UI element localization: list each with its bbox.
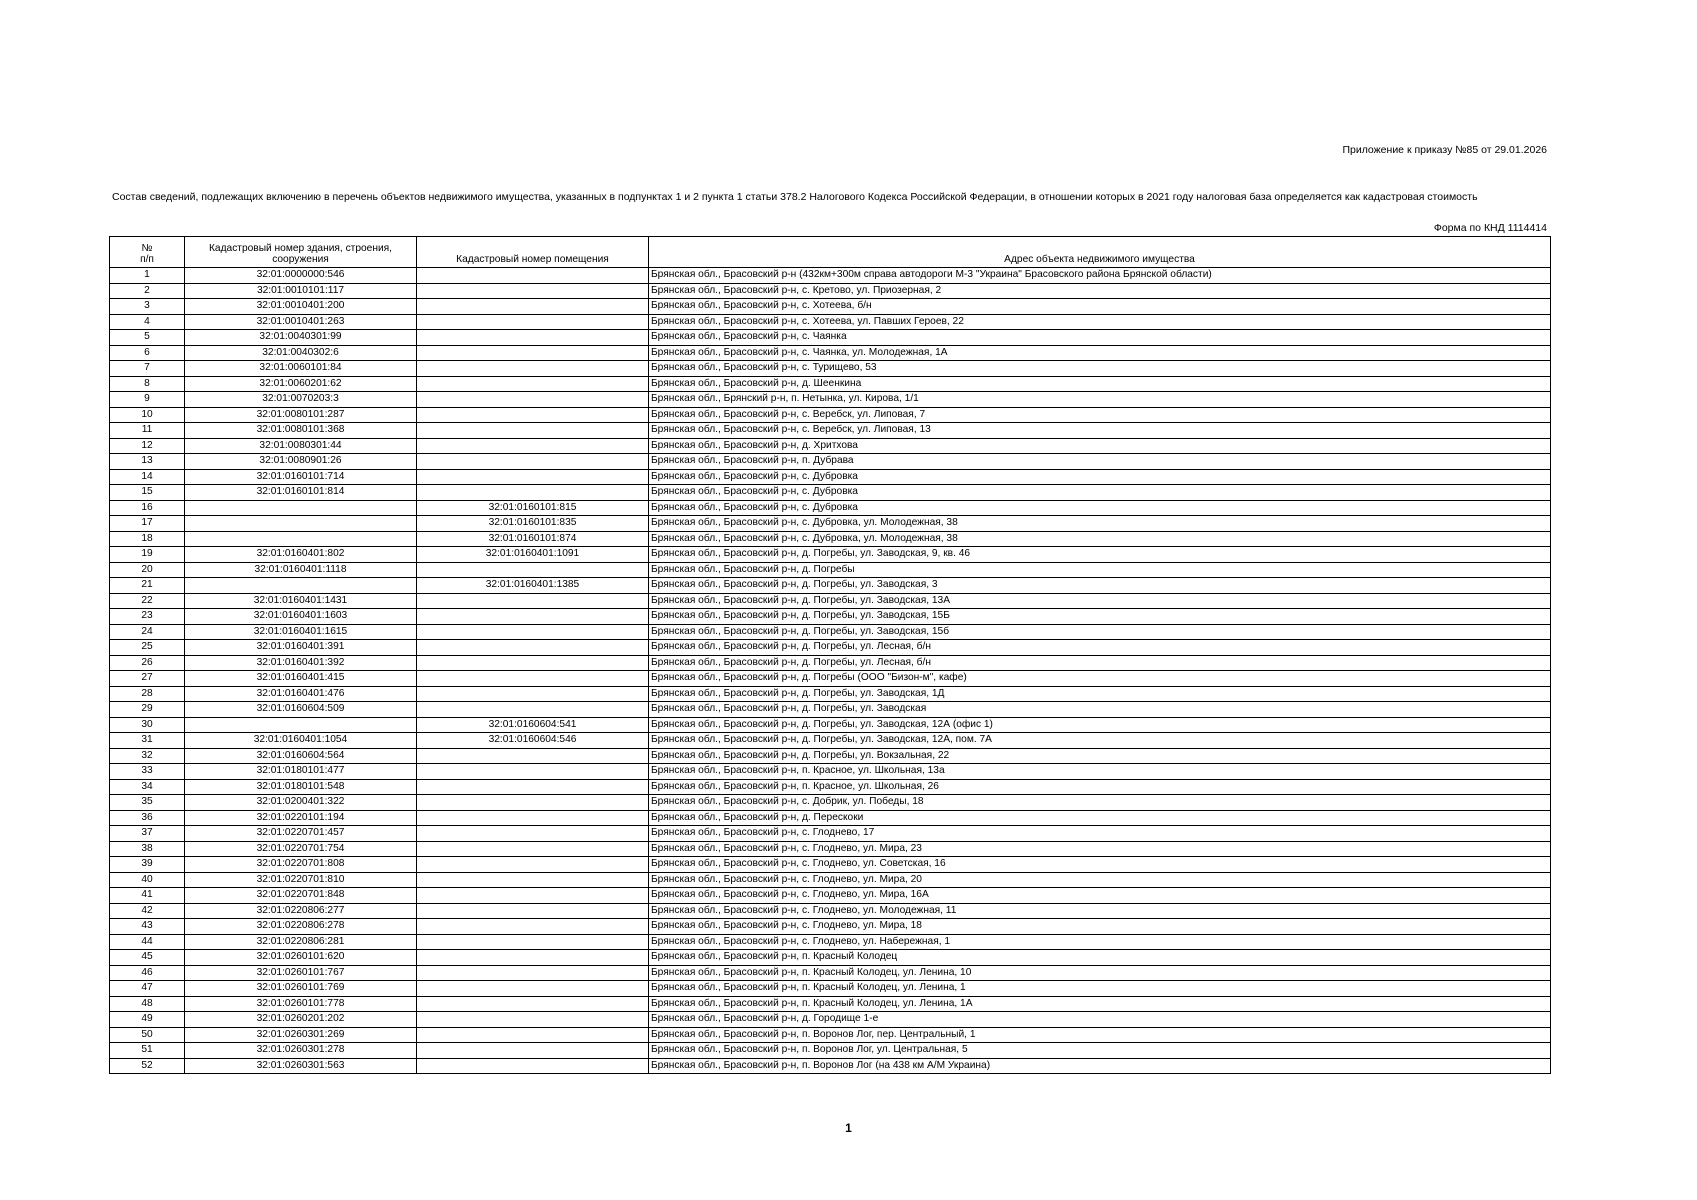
cell-number: 14 <box>110 469 185 485</box>
table-row <box>110 934 1551 950</box>
cell-room-cadastral: 32:01:0160604:546 <box>417 733 649 749</box>
cell-number: 24 <box>110 624 185 640</box>
cell-number: 31 <box>110 733 185 749</box>
cell-room-cadastral: 32:01:0160101:835 <box>417 516 649 532</box>
cell-number: 38 <box>110 841 185 857</box>
cell-building-cadastral: 32:01:0160401:1118 <box>185 562 417 578</box>
cell-building-cadastral: 32:01:0160401:1054 <box>185 733 417 749</box>
cell-building-cadastral: 32:01:0070203:3 <box>185 392 417 408</box>
cell-building-cadastral: 32:01:0220701:808 <box>185 857 417 873</box>
cell-address: Брянская обл., Брасовский р-н, с. Глоднево, 17 <box>649 826 1551 842</box>
cell-number: 23 <box>110 609 185 625</box>
cell-building-cadastral: 32:01:0160401:1615 <box>185 624 417 640</box>
cell-address: Брянская обл., Брасовский р-н, д. Погребы <box>649 562 1551 578</box>
cell-room-cadastral <box>417 764 649 780</box>
cell-number: 49 <box>110 1012 185 1028</box>
table-row <box>110 454 1551 470</box>
cell-number: 30 <box>110 717 185 733</box>
cell-room-cadastral <box>417 593 649 609</box>
cell-number: 28 <box>110 686 185 702</box>
cell-address: Брянская обл., Брасовский р-н, с. Чаянка <box>649 330 1551 346</box>
cell-room-cadastral <box>417 1012 649 1028</box>
cell-address: Брянская обл., Брасовский р-н, с. Хотеева, ул. Павших Героев, 22 <box>649 314 1551 330</box>
table-row <box>110 1058 1551 1074</box>
table-row <box>110 857 1551 873</box>
cell-address: Брянская обл., Брасовский р-н, с. Дубровка, ул. Молодежная, 38 <box>649 516 1551 532</box>
cell-address: Брянская обл., Брасовский р-н, д. Погребы, ул. Заводская, 15б <box>649 624 1551 640</box>
cell-address: Брянская обл., Брасовский р-н, п. Красное, ул. Школьная, 26 <box>649 779 1551 795</box>
cell-address: Брянская обл., Брасовский р-н, с. Веребск, ул. Липовая, 13 <box>649 423 1551 439</box>
cell-building-cadastral: 32:01:0060101:84 <box>185 361 417 377</box>
cell-building-cadastral: 32:01:0180101:477 <box>185 764 417 780</box>
cell-number: 29 <box>110 702 185 718</box>
table-row <box>110 795 1551 811</box>
table-row <box>110 655 1551 671</box>
cell-room-cadastral <box>417 1043 649 1059</box>
cell-room-cadastral <box>417 423 649 439</box>
cell-room-cadastral: 32:01:0160604:541 <box>417 717 649 733</box>
table-row <box>110 996 1551 1012</box>
cell-room-cadastral <box>417 841 649 857</box>
cell-building-cadastral: 32:01:0160401:802 <box>185 547 417 563</box>
cell-room-cadastral <box>417 655 649 671</box>
table-row <box>110 593 1551 609</box>
table-row <box>110 779 1551 795</box>
cell-building-cadastral: 32:01:0260101:769 <box>185 981 417 997</box>
cell-number: 33 <box>110 764 185 780</box>
cell-address: Брянская обл., Брасовский р-н, с. Турищево, 53 <box>649 361 1551 377</box>
cell-address: Брянская обл., Брасовский р-н, д. Погребы, ул. Вокзальная, 22 <box>649 748 1551 764</box>
cell-building-cadastral <box>185 516 417 532</box>
appendix-note: Приложение к приказу №85 от 29.01.2026 <box>1342 144 1547 156</box>
table-row <box>110 826 1551 842</box>
cell-number: 5 <box>110 330 185 346</box>
table-row <box>110 268 1551 284</box>
cell-address: Брянская обл., Брасовский р-н (432км+300м справа автодороги М-3 "Украина" Брасовского района Брянской области) <box>649 268 1551 284</box>
cell-number: 21 <box>110 578 185 594</box>
cell-address: Брянская обл., Брасовский р-н, с. Веребск, ул. Липовая, 7 <box>649 407 1551 423</box>
table-row <box>110 1012 1551 1028</box>
cell-number: 6 <box>110 345 185 361</box>
cell-building-cadastral: 32:01:0160604:564 <box>185 748 417 764</box>
cell-room-cadastral: 32:01:0160101:874 <box>417 531 649 547</box>
cell-number: 50 <box>110 1027 185 1043</box>
cell-number: 12 <box>110 438 185 454</box>
table-row <box>110 1027 1551 1043</box>
cell-address: Брянская обл., Брасовский р-н, д. Погребы, ул. Лесная, б/н <box>649 640 1551 656</box>
cell-address: Брянская обл., Брасовский р-н, п. Красный Колодец <box>649 950 1551 966</box>
table-row <box>110 888 1551 904</box>
cell-room-cadastral <box>417 1027 649 1043</box>
cell-address: Брянская обл., Брасовский р-н, с. Дубровка <box>649 485 1551 501</box>
cell-number: 7 <box>110 361 185 377</box>
cell-number: 42 <box>110 903 185 919</box>
cell-building-cadastral: 32:01:0160101:814 <box>185 485 417 501</box>
cell-address: Брянская обл., Брасовский р-н, п. Красный Колодец, ул. Ленина, 1А <box>649 996 1551 1012</box>
cell-room-cadastral <box>417 485 649 501</box>
cell-number: 32 <box>110 748 185 764</box>
cell-number: 51 <box>110 1043 185 1059</box>
page-number: 1 <box>845 1121 852 1135</box>
cell-number: 47 <box>110 981 185 997</box>
cell-number: 13 <box>110 454 185 470</box>
cell-building-cadastral: 32:01:0010401:263 <box>185 314 417 330</box>
cell-number: 17 <box>110 516 185 532</box>
table-row <box>110 764 1551 780</box>
cell-building-cadastral: 32:01:0220806:281 <box>185 934 417 950</box>
cell-room-cadastral <box>417 361 649 377</box>
cell-address: Брянская обл., Брасовский р-н, п. Воронов Лог, ул. Центральная, 5 <box>649 1043 1551 1059</box>
cell-number: 52 <box>110 1058 185 1074</box>
cell-room-cadastral <box>417 996 649 1012</box>
cell-address: Брянская обл., Брасовский р-н, д. Погребы, ул. Заводская <box>649 702 1551 718</box>
table-row <box>110 485 1551 501</box>
table-row <box>110 919 1551 935</box>
table-body <box>110 268 1551 1074</box>
cell-room-cadastral <box>417 950 649 966</box>
cell-address: Брянская обл., Брасовский р-н, с. Дубровка, ул. Молодежная, 38 <box>649 531 1551 547</box>
table-row <box>110 500 1551 516</box>
cell-building-cadastral <box>185 578 417 594</box>
cell-address: Брянская обл., Брасовский р-н, с. Глоднево, ул. Советская, 16 <box>649 857 1551 873</box>
table-row <box>110 733 1551 749</box>
table-row <box>110 624 1551 640</box>
cell-address: Брянская обл., Брянский р-н, п. Нетынка, ул. Кирова, 1/1 <box>649 392 1551 408</box>
cell-address: Брянская обл., Брасовский р-н, с. Дубровка <box>649 469 1551 485</box>
cell-address: Брянская обл., Брасовский р-н, д. Городище 1-е <box>649 1012 1551 1028</box>
cell-room-cadastral <box>417 872 649 888</box>
cell-address: Брянская обл., Брасовский р-н, д. Погребы, ул. Заводская, 1Д <box>649 686 1551 702</box>
cell-building-cadastral: 32:01:0160604:509 <box>185 702 417 718</box>
cell-room-cadastral <box>417 562 649 578</box>
table-row <box>110 562 1551 578</box>
cell-room-cadastral <box>417 934 649 950</box>
cell-number: 34 <box>110 779 185 795</box>
cell-room-cadastral <box>417 314 649 330</box>
cell-room-cadastral <box>417 345 649 361</box>
cell-number: 44 <box>110 934 185 950</box>
cell-address: Брянская обл., Брасовский р-н, с. Хотеева, б/н <box>649 299 1551 315</box>
cell-address: Брянская обл., Брасовский р-н, п. Воронов Лог (на 438 км А/М Украина) <box>649 1058 1551 1074</box>
table-row <box>110 330 1551 346</box>
cell-room-cadastral <box>417 268 649 284</box>
table-row <box>110 841 1551 857</box>
cell-address: Брянская обл., Брасовский р-н, д. Погребы, ул. Заводская, 15Б <box>649 609 1551 625</box>
cell-number: 40 <box>110 872 185 888</box>
table-row <box>110 686 1551 702</box>
cell-address: Брянская обл., Брасовский р-н, д. Хритхова <box>649 438 1551 454</box>
table-row <box>110 578 1551 594</box>
document-heading: Состав сведений, подлежащих включению в перечень объектов недвижимого имущества, указанных в подпунктах 1 и 2 пункта 1 статьи 378.2 Налогового Кодекса Российской Федерации, в отношении которых в 2021 году налоговая база определяется как кадастровая стоимость <box>112 191 1478 203</box>
cell-address: Брянская обл., Брасовский р-н, с. Глоднево, ул. Молодежная, 11 <box>649 903 1551 919</box>
table-row <box>110 314 1551 330</box>
cell-address: Брянская обл., Брасовский р-н, с. Глоднево, ул. Мира, 18 <box>649 919 1551 935</box>
cell-number: 22 <box>110 593 185 609</box>
cell-address: Брянская обл., Брасовский р-н, д. Погребы (ООО "Бизон-м", кафе) <box>649 671 1551 687</box>
property-table <box>109 236 1551 1074</box>
cell-room-cadastral <box>417 392 649 408</box>
cell-number: 18 <box>110 531 185 547</box>
cell-room-cadastral <box>417 299 649 315</box>
cell-room-cadastral <box>417 407 649 423</box>
header-num-line1: № <box>141 242 153 254</box>
cell-room-cadastral <box>417 857 649 873</box>
cell-building-cadastral: 32:01:0260201:202 <box>185 1012 417 1028</box>
cell-building-cadastral: 32:01:0220806:277 <box>185 903 417 919</box>
cell-address: Брянская обл., Брасовский р-н, с. Дубровка <box>649 500 1551 516</box>
cell-address: Брянская обл., Брасовский р-н, п. Красный Колодец, ул. Ленина, 10 <box>649 965 1551 981</box>
cell-room-cadastral <box>417 1058 649 1074</box>
cell-address: Брянская обл., Брасовский р-н, с. Глоднево, ул. Мира, 20 <box>649 872 1551 888</box>
table-row <box>110 965 1551 981</box>
cell-room-cadastral <box>417 438 649 454</box>
cell-room-cadastral <box>417 795 649 811</box>
cell-building-cadastral: 32:01:0220101:194 <box>185 810 417 826</box>
cell-room-cadastral <box>417 609 649 625</box>
cell-building-cadastral: 32:01:0260301:563 <box>185 1058 417 1074</box>
cell-number: 10 <box>110 407 185 423</box>
cell-number: 41 <box>110 888 185 904</box>
table-header-row <box>110 237 1551 268</box>
cell-address: Брянская обл., Брасовский р-н, д. Погребы, ул. Заводская, 12А (офис 1) <box>649 717 1551 733</box>
cell-building-cadastral <box>185 717 417 733</box>
table-row <box>110 516 1551 532</box>
cell-address: Брянская обл., Брасовский р-н, п. Красное, ул. Школьная, 13а <box>649 764 1551 780</box>
cell-building-cadastral: 32:01:0220701:754 <box>185 841 417 857</box>
cell-building-cadastral: 32:01:0040301:99 <box>185 330 417 346</box>
cell-number: 9 <box>110 392 185 408</box>
cell-number: 45 <box>110 950 185 966</box>
cell-address: Брянская обл., Брасовский р-н, п. Воронов Лог, пер. Центральный, 1 <box>649 1027 1551 1043</box>
cell-room-cadastral: 32:01:0160401:1091 <box>417 547 649 563</box>
cell-number: 27 <box>110 671 185 687</box>
cell-address: Брянская обл., Брасовский р-н, д. Шеенкина <box>649 376 1551 392</box>
table-row <box>110 392 1551 408</box>
table-row <box>110 423 1551 439</box>
cell-address: Брянская обл., Брасовский р-н, д. Погребы, ул. Лесная, б/н <box>649 655 1551 671</box>
cell-number: 1 <box>110 268 185 284</box>
cell-building-cadastral <box>185 500 417 516</box>
cell-room-cadastral <box>417 981 649 997</box>
cell-address: Брянская обл., Брасовский р-н, с. Глоднево, ул. Мира, 16А <box>649 888 1551 904</box>
cell-number: 36 <box>110 810 185 826</box>
cell-building-cadastral: 32:01:0060201:62 <box>185 376 417 392</box>
cell-building-cadastral: 32:01:0080301:44 <box>185 438 417 454</box>
cell-address: Брянская обл., Брасовский р-н, д. Перескоки <box>649 810 1551 826</box>
cell-building-cadastral: 32:01:0220701:848 <box>185 888 417 904</box>
cell-building-cadastral: 32:01:0080901:26 <box>185 454 417 470</box>
cell-room-cadastral <box>417 748 649 764</box>
table-row <box>110 872 1551 888</box>
table-row <box>110 903 1551 919</box>
cell-address: Брянская обл., Брасовский р-н, п. Дубрава <box>649 454 1551 470</box>
cell-building-cadastral <box>185 531 417 547</box>
cell-address: Брянская обл., Брасовский р-н, д. Погребы, ул. Заводская, 3 <box>649 578 1551 594</box>
cell-room-cadastral <box>417 624 649 640</box>
cell-number: 2 <box>110 283 185 299</box>
cell-room-cadastral <box>417 826 649 842</box>
cell-building-cadastral: 32:01:0260101:620 <box>185 950 417 966</box>
cell-room-cadastral <box>417 283 649 299</box>
cell-number: 37 <box>110 826 185 842</box>
cell-number: 39 <box>110 857 185 873</box>
header-address: Адрес объекта недвижимого имущества <box>649 237 1551 268</box>
cell-building-cadastral: 32:01:0260101:778 <box>185 996 417 1012</box>
cell-building-cadastral: 32:01:0040302:6 <box>185 345 417 361</box>
cell-building-cadastral: 32:01:0220701:457 <box>185 826 417 842</box>
cell-building-cadastral: 32:01:0160101:714 <box>185 469 417 485</box>
cell-building-cadastral: 32:01:0010101:117 <box>185 283 417 299</box>
cell-building-cadastral: 32:01:0200401:322 <box>185 795 417 811</box>
cell-number: 19 <box>110 547 185 563</box>
cell-number: 3 <box>110 299 185 315</box>
cell-number: 46 <box>110 965 185 981</box>
header-num-line2: п/п <box>140 254 154 266</box>
table-row <box>110 299 1551 315</box>
cell-room-cadastral: 32:01:0160101:815 <box>417 500 649 516</box>
cell-room-cadastral <box>417 919 649 935</box>
table-row <box>110 547 1551 563</box>
cell-building-cadastral: 32:01:0220701:810 <box>185 872 417 888</box>
cell-address: Брянская обл., Брасовский р-н, п. Красный Колодец, ул. Ленина, 1 <box>649 981 1551 997</box>
cell-number: 25 <box>110 640 185 656</box>
cell-room-cadastral <box>417 702 649 718</box>
cell-room-cadastral <box>417 376 649 392</box>
cell-room-cadastral <box>417 671 649 687</box>
cell-room-cadastral <box>417 330 649 346</box>
cell-address: Брянская обл., Брасовский р-н, с. Глоднево, ул. Мира, 23 <box>649 841 1551 857</box>
table-row <box>110 640 1551 656</box>
cell-room-cadastral <box>417 779 649 795</box>
cell-building-cadastral: 32:01:0160401:1603 <box>185 609 417 625</box>
cell-building-cadastral: 32:01:0160401:415 <box>185 671 417 687</box>
table-row <box>110 950 1551 966</box>
cell-number: 11 <box>110 423 185 439</box>
cell-building-cadastral: 32:01:0220806:278 <box>185 919 417 935</box>
header-room: Кадастровый номер помещения <box>417 237 649 268</box>
cell-room-cadastral <box>417 686 649 702</box>
cell-room-cadastral <box>417 965 649 981</box>
cell-address: Брянская обл., Брасовский р-н, д. Погребы, ул. Заводская, 13А <box>649 593 1551 609</box>
cell-room-cadastral <box>417 469 649 485</box>
table-row <box>110 1043 1551 1059</box>
header-building: Кадастровый номер здания, строения, сооружения <box>185 237 417 268</box>
form-label: Форма по КНД 1114414 <box>1433 222 1547 234</box>
cell-building-cadastral: 32:01:0080101:287 <box>185 407 417 423</box>
cell-number: 43 <box>110 919 185 935</box>
cell-building-cadastral: 32:01:0000000:546 <box>185 268 417 284</box>
cell-number: 16 <box>110 500 185 516</box>
cell-address: Брянская обл., Брасовский р-н, с. Добрик, ул. Победы, 18 <box>649 795 1551 811</box>
table-row <box>110 717 1551 733</box>
cell-number: 15 <box>110 485 185 501</box>
table-row <box>110 702 1551 718</box>
cell-number: 26 <box>110 655 185 671</box>
cell-address: Брянская обл., Брасовский р-н, с. Глоднево, ул. Набережная, 1 <box>649 934 1551 950</box>
cell-room-cadastral <box>417 810 649 826</box>
cell-room-cadastral <box>417 888 649 904</box>
cell-building-cadastral: 32:01:0160401:1431 <box>185 593 417 609</box>
cell-number: 20 <box>110 562 185 578</box>
cell-address: Брянская обл., Брасовский р-н, с. Чаянка, ул. Молодежная, 1А <box>649 345 1551 361</box>
cell-building-cadastral: 32:01:0260101:767 <box>185 965 417 981</box>
cell-room-cadastral <box>417 903 649 919</box>
cell-number: 8 <box>110 376 185 392</box>
cell-building-cadastral: 32:01:0260301:269 <box>185 1027 417 1043</box>
cell-address: Брянская обл., Брасовский р-н, д. Погребы, ул. Заводская, 12А, пом. 7А <box>649 733 1551 749</box>
cell-room-cadastral <box>417 454 649 470</box>
table-row <box>110 407 1551 423</box>
cell-number: 48 <box>110 996 185 1012</box>
table-row <box>110 438 1551 454</box>
cell-number: 35 <box>110 795 185 811</box>
cell-building-cadastral: 32:01:0010401:200 <box>185 299 417 315</box>
cell-room-cadastral: 32:01:0160401:1385 <box>417 578 649 594</box>
cell-address: Брянская обл., Брасовский р-н, д. Погребы, ул. Заводская, 9, кв. 46 <box>649 547 1551 563</box>
cell-building-cadastral: 32:01:0260301:278 <box>185 1043 417 1059</box>
cell-number: 4 <box>110 314 185 330</box>
table-row <box>110 671 1551 687</box>
cell-building-cadastral: 32:01:0180101:548 <box>185 779 417 795</box>
table-row <box>110 283 1551 299</box>
table-row <box>110 609 1551 625</box>
table-row <box>110 531 1551 547</box>
cell-address: Брянская обл., Брасовский р-н, с. Кретово, ул. Приозерная, 2 <box>649 283 1551 299</box>
table-row <box>110 810 1551 826</box>
table-row <box>110 981 1551 997</box>
table-row <box>110 361 1551 377</box>
cell-building-cadastral: 32:01:0160401:392 <box>185 655 417 671</box>
cell-building-cadastral: 32:01:0160401:476 <box>185 686 417 702</box>
table-row <box>110 376 1551 392</box>
cell-room-cadastral <box>417 640 649 656</box>
header-num <box>110 237 185 268</box>
table-row <box>110 748 1551 764</box>
table-row <box>110 469 1551 485</box>
cell-building-cadastral: 32:01:0080101:368 <box>185 423 417 439</box>
cell-building-cadastral: 32:01:0160401:391 <box>185 640 417 656</box>
table-row <box>110 345 1551 361</box>
